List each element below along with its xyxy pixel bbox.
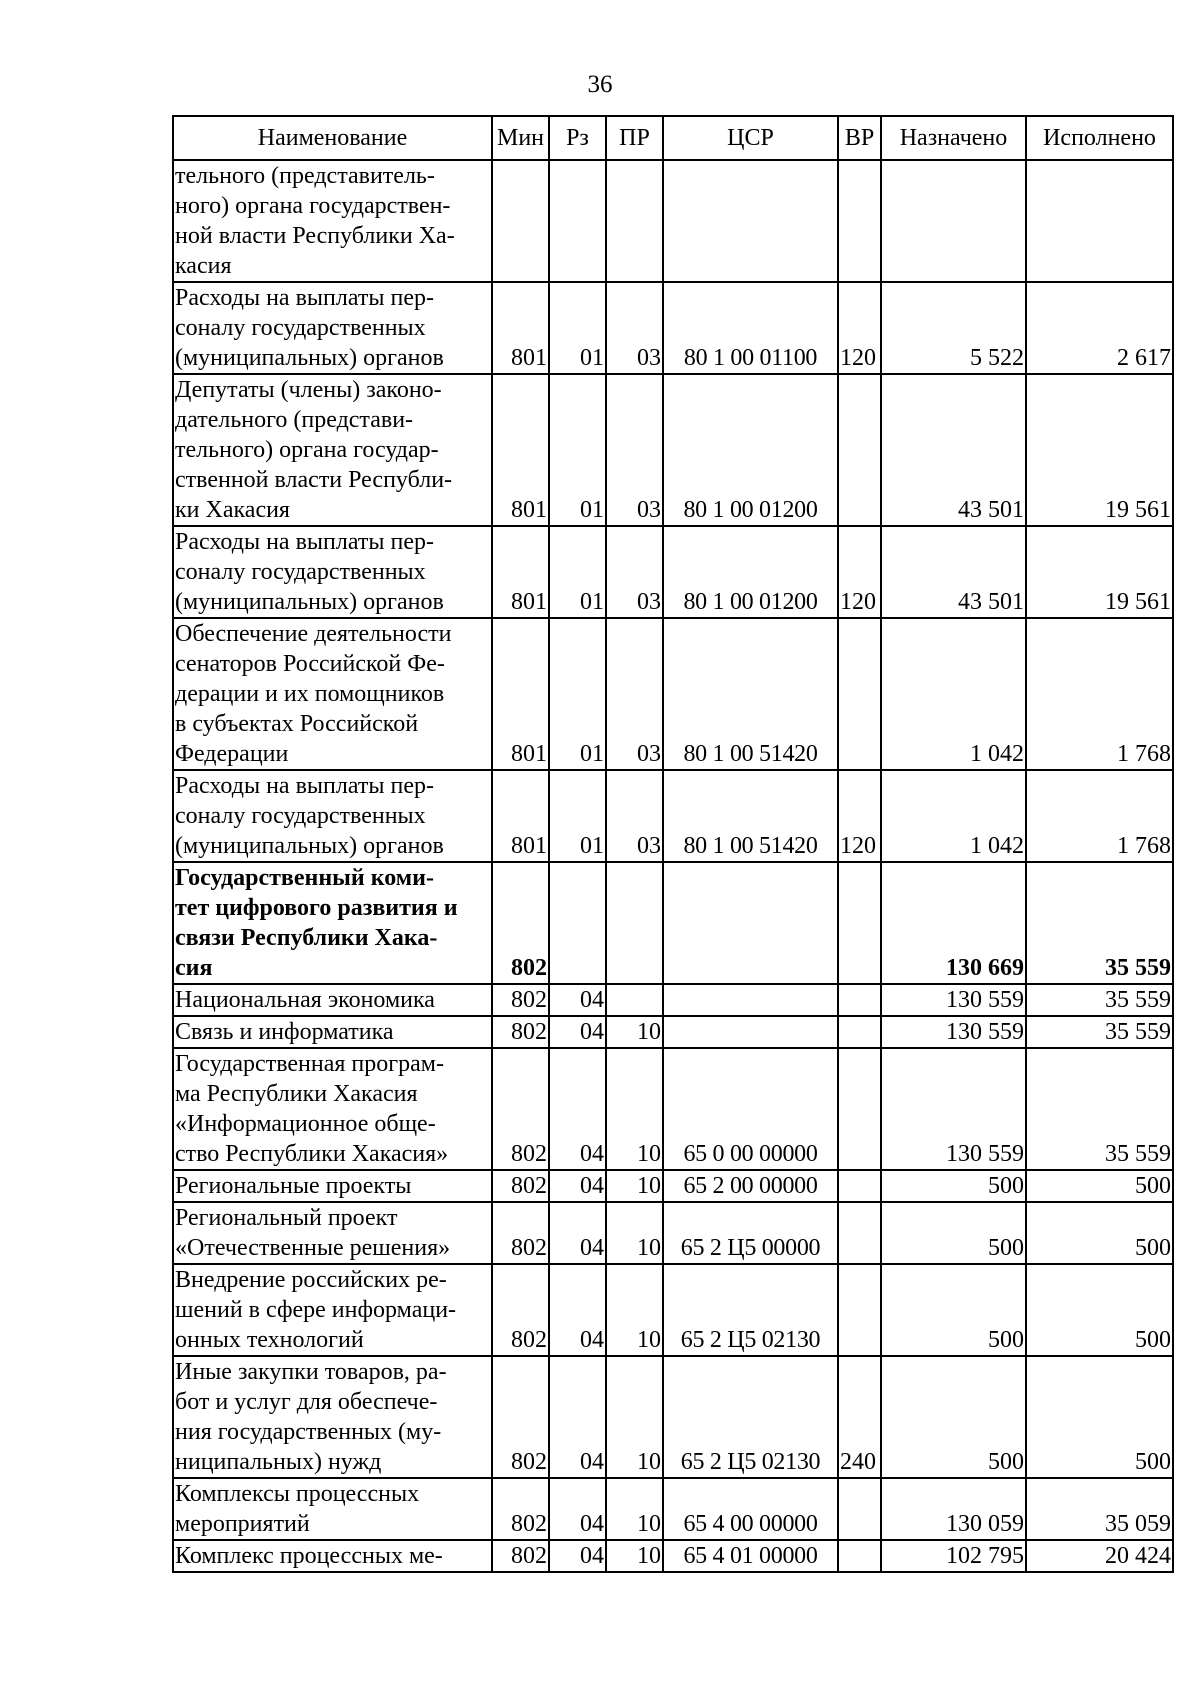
cell-name-line: мероприятий bbox=[175, 1511, 310, 1537]
cell-name-line: (муниципальных) органов bbox=[175, 833, 444, 859]
cell-name bbox=[173, 160, 492, 282]
cell-min: 801 bbox=[492, 374, 549, 526]
cell-assigned: 102 795 bbox=[881, 1540, 1026, 1572]
cell-min: 801 bbox=[492, 618, 549, 770]
cell-pr: 03 bbox=[606, 770, 663, 862]
cell-name bbox=[173, 618, 492, 770]
cell-name bbox=[173, 1540, 492, 1572]
cell-executed: 500 bbox=[1026, 1202, 1173, 1264]
table-row bbox=[173, 1356, 1173, 1478]
cell-vr: 120 bbox=[838, 282, 881, 374]
cell-csr: 65 2 Ц5 02130 bbox=[663, 1264, 838, 1356]
cell-assigned: 43 501 bbox=[881, 526, 1026, 618]
cell-csr: 80 1 00 01200 bbox=[663, 374, 838, 526]
cell-vr bbox=[838, 1478, 881, 1540]
cell-name-line: Государственная програм- bbox=[175, 1051, 444, 1077]
cell-name bbox=[173, 984, 492, 1016]
cell-min: 802 bbox=[492, 862, 549, 984]
cell-name-line: шений в сфере информаци- bbox=[175, 1297, 457, 1323]
cell-name-line: тет цифрового развития и bbox=[175, 895, 458, 921]
cell-rz: 04 bbox=[549, 1264, 606, 1356]
cell-assigned: 1 042 bbox=[881, 770, 1026, 862]
cell-name-line: Федерации bbox=[175, 741, 289, 767]
cell-executed: 35 059 bbox=[1026, 1478, 1173, 1540]
table-row bbox=[173, 160, 1173, 282]
cell-name-line: Государственный коми- bbox=[175, 865, 434, 891]
cell-name-line: Обеспечение деятельности bbox=[175, 621, 452, 647]
header-rz: Рз bbox=[549, 116, 606, 160]
cell-executed: 1 768 bbox=[1026, 770, 1173, 862]
cell-name-line: Депутаты (члены) законо- bbox=[175, 377, 442, 403]
header-pr: ПР bbox=[606, 116, 663, 160]
cell-name-line: сенаторов Российской Фе- bbox=[175, 651, 445, 677]
cell-pr: 03 bbox=[606, 618, 663, 770]
cell-name-line: дерации и их помощников bbox=[175, 681, 445, 707]
cell-min: 802 bbox=[492, 1540, 549, 1572]
cell-name-line: ки Хакасия bbox=[175, 497, 290, 523]
cell-pr: 10 bbox=[606, 1170, 663, 1202]
cell-rz: 04 bbox=[549, 1356, 606, 1478]
cell-name-line: дательного (представи- bbox=[175, 407, 414, 433]
cell-csr: 65 4 00 00000 bbox=[663, 1478, 838, 1540]
cell-assigned: 130 059 bbox=[881, 1478, 1026, 1540]
cell-vr bbox=[838, 1016, 881, 1048]
cell-name bbox=[173, 1264, 492, 1356]
cell-pr: 10 bbox=[606, 1478, 663, 1540]
cell-name bbox=[173, 1356, 492, 1478]
table-header-row bbox=[173, 116, 1173, 160]
cell-vr bbox=[838, 1264, 881, 1356]
cell-name-line: соналу государственных bbox=[175, 559, 426, 585]
table-row bbox=[173, 1264, 1173, 1356]
cell-name-line: Региональные проекты bbox=[175, 1173, 412, 1199]
cell-rz: 01 bbox=[549, 526, 606, 618]
cell-min: 802 bbox=[492, 1356, 549, 1478]
cell-pr: 10 bbox=[606, 1540, 663, 1572]
cell-assigned: 130 559 bbox=[881, 1016, 1026, 1048]
cell-name-line: ство Республики Хакасия» bbox=[175, 1141, 449, 1167]
cell-name-line: касия bbox=[175, 253, 232, 279]
cell-pr: 03 bbox=[606, 282, 663, 374]
cell-name-line: связи Республики Хака- bbox=[175, 925, 438, 951]
cell-name bbox=[173, 1048, 492, 1170]
cell-min: 802 bbox=[492, 1170, 549, 1202]
cell-executed: 35 559 bbox=[1026, 1048, 1173, 1170]
cell-executed: 1 768 bbox=[1026, 618, 1173, 770]
cell-name-line: Расходы на выплаты пер- bbox=[175, 773, 434, 799]
cell-name-line: Расходы на выплаты пер- bbox=[175, 529, 434, 555]
cell-pr: 10 bbox=[606, 1264, 663, 1356]
cell-min: 801 bbox=[492, 526, 549, 618]
cell-pr: 10 bbox=[606, 1048, 663, 1170]
cell-rz: 01 bbox=[549, 618, 606, 770]
cell-vr bbox=[838, 862, 881, 984]
cell-csr bbox=[663, 160, 838, 282]
cell-min: 802 bbox=[492, 984, 549, 1016]
cell-executed: 35 559 bbox=[1026, 984, 1173, 1016]
table-row bbox=[173, 526, 1173, 618]
cell-name-line: ния государственных (му- bbox=[175, 1419, 442, 1445]
cell-name-line: Расходы на выплаты пер- bbox=[175, 285, 434, 311]
cell-name bbox=[173, 770, 492, 862]
cell-csr: 65 2 Ц5 02130 bbox=[663, 1356, 838, 1478]
table-row bbox=[173, 1170, 1173, 1202]
table-row bbox=[173, 770, 1173, 862]
cell-assigned: 500 bbox=[881, 1356, 1026, 1478]
cell-name-line: сия bbox=[175, 955, 213, 981]
cell-rz: 01 bbox=[549, 770, 606, 862]
cell-rz: 01 bbox=[549, 374, 606, 526]
cell-min: 801 bbox=[492, 770, 549, 862]
cell-executed: 500 bbox=[1026, 1356, 1173, 1478]
table-row bbox=[173, 374, 1173, 526]
cell-min: 802 bbox=[492, 1478, 549, 1540]
cell-assigned: 500 bbox=[881, 1170, 1026, 1202]
cell-csr bbox=[663, 862, 838, 984]
cell-name bbox=[173, 282, 492, 374]
cell-vr: 120 bbox=[838, 526, 881, 618]
cell-vr bbox=[838, 618, 881, 770]
cell-executed: 2 617 bbox=[1026, 282, 1173, 374]
cell-name-line: тельного) органа государ- bbox=[175, 437, 439, 463]
cell-executed: 20 424 bbox=[1026, 1540, 1173, 1572]
cell-vr: 240 bbox=[838, 1356, 881, 1478]
cell-name bbox=[173, 1016, 492, 1048]
header-assigned: Назначено bbox=[881, 116, 1026, 160]
table-row bbox=[173, 1478, 1173, 1540]
cell-name-line: «Отечественные решения» bbox=[175, 1235, 451, 1261]
cell-rz: 04 bbox=[549, 1048, 606, 1170]
cell-rz bbox=[549, 862, 606, 984]
cell-name-line: ного) органа государствен- bbox=[175, 193, 451, 219]
cell-pr: 10 bbox=[606, 1356, 663, 1478]
cell-rz bbox=[549, 160, 606, 282]
cell-assigned: 500 bbox=[881, 1264, 1026, 1356]
cell-pr: 03 bbox=[606, 374, 663, 526]
cell-executed: 500 bbox=[1026, 1170, 1173, 1202]
cell-assigned: 130 669 bbox=[881, 862, 1026, 984]
table-row bbox=[173, 984, 1173, 1016]
cell-name-line: Комплексы процессных bbox=[175, 1481, 420, 1507]
cell-executed bbox=[1026, 160, 1173, 282]
cell-vr bbox=[838, 1540, 881, 1572]
cell-name-line: ниципальных) нужд bbox=[175, 1449, 382, 1475]
cell-rz: 04 bbox=[549, 1170, 606, 1202]
cell-pr bbox=[606, 160, 663, 282]
cell-name bbox=[173, 1170, 492, 1202]
cell-pr: 03 bbox=[606, 526, 663, 618]
cell-name bbox=[173, 1202, 492, 1264]
table-row bbox=[173, 1540, 1173, 1572]
cell-rz: 04 bbox=[549, 1016, 606, 1048]
cell-csr: 65 4 01 00000 bbox=[663, 1540, 838, 1572]
cell-rz: 01 bbox=[549, 282, 606, 374]
cell-min: 802 bbox=[492, 1264, 549, 1356]
table-body bbox=[173, 160, 1173, 1572]
cell-csr bbox=[663, 984, 838, 1016]
table-row bbox=[173, 862, 1173, 984]
cell-name-line: Внедрение российских ре- bbox=[175, 1267, 447, 1293]
cell-pr bbox=[606, 862, 663, 984]
cell-csr: 65 2 Ц5 00000 bbox=[663, 1202, 838, 1264]
cell-assigned: 130 559 bbox=[881, 1048, 1026, 1170]
cell-name-line: Национальная экономика bbox=[175, 987, 435, 1013]
cell-name-line: тельного (представитель- bbox=[175, 163, 435, 189]
cell-csr bbox=[663, 1016, 838, 1048]
cell-name bbox=[173, 374, 492, 526]
cell-name-line: ной власти Республики Ха- bbox=[175, 223, 455, 249]
cell-name-line: Комплекс процессных ме- bbox=[175, 1543, 443, 1569]
cell-name-line: Региональный проект bbox=[175, 1205, 398, 1231]
cell-assigned: 1 042 bbox=[881, 618, 1026, 770]
cell-executed: 35 559 bbox=[1026, 1016, 1173, 1048]
cell-name-line: ственной власти Республи- bbox=[175, 467, 453, 493]
cell-vr bbox=[838, 160, 881, 282]
cell-executed: 35 559 bbox=[1026, 862, 1173, 984]
header-csr: ЦСР bbox=[663, 116, 838, 160]
page-number: 36 bbox=[587, 71, 613, 98]
cell-rz: 04 bbox=[549, 1202, 606, 1264]
cell-name-line: «Информационное обще- bbox=[175, 1111, 436, 1137]
cell-name-line: Иные закупки товаров, ра- bbox=[175, 1359, 447, 1385]
table-row bbox=[173, 1202, 1173, 1264]
cell-vr bbox=[838, 1202, 881, 1264]
header-executed: Исполнено bbox=[1026, 116, 1173, 160]
cell-csr: 65 2 00 00000 bbox=[663, 1170, 838, 1202]
table-row bbox=[173, 1048, 1173, 1170]
cell-csr: 80 1 00 01200 bbox=[663, 526, 838, 618]
table-row bbox=[173, 618, 1173, 770]
header-vr: ВР bbox=[838, 116, 881, 160]
cell-assigned: 500 bbox=[881, 1202, 1026, 1264]
cell-name-line: ма Республики Хакасия bbox=[175, 1081, 418, 1107]
cell-name-line: в субъектах Российской bbox=[175, 711, 419, 737]
cell-name bbox=[173, 862, 492, 984]
cell-rz: 04 bbox=[549, 984, 606, 1016]
table-row bbox=[173, 282, 1173, 374]
header-min: Мин bbox=[492, 116, 549, 160]
cell-executed: 19 561 bbox=[1026, 526, 1173, 618]
cell-name bbox=[173, 526, 492, 618]
cell-executed: 500 bbox=[1026, 1264, 1173, 1356]
cell-csr: 80 1 00 01100 bbox=[663, 282, 838, 374]
cell-name-line: онных технологий bbox=[175, 1327, 364, 1353]
cell-rz: 04 bbox=[549, 1540, 606, 1572]
header-name: Наименование bbox=[173, 116, 492, 160]
cell-min: 802 bbox=[492, 1016, 549, 1048]
cell-csr: 80 1 00 51420 bbox=[663, 618, 838, 770]
cell-assigned: 5 522 bbox=[881, 282, 1026, 374]
cell-min bbox=[492, 160, 549, 282]
cell-assigned: 43 501 bbox=[881, 374, 1026, 526]
cell-csr: 80 1 00 51420 bbox=[663, 770, 838, 862]
cell-name-line: Связь и информатика bbox=[175, 1019, 394, 1045]
cell-name-line: соналу государственных bbox=[175, 315, 426, 341]
cell-name-line: (муниципальных) органов bbox=[175, 345, 444, 371]
cell-assigned: 130 559 bbox=[881, 984, 1026, 1016]
cell-min: 802 bbox=[492, 1202, 549, 1264]
cell-min: 802 bbox=[492, 1048, 549, 1170]
cell-pr: 10 bbox=[606, 1202, 663, 1264]
budget-table bbox=[172, 115, 1174, 1573]
cell-vr bbox=[838, 374, 881, 526]
cell-name bbox=[173, 1478, 492, 1540]
cell-min: 801 bbox=[492, 282, 549, 374]
cell-vr bbox=[838, 1048, 881, 1170]
table-row bbox=[173, 1016, 1173, 1048]
cell-vr bbox=[838, 984, 881, 1016]
cell-pr: 10 bbox=[606, 1016, 663, 1048]
cell-rz: 04 bbox=[549, 1478, 606, 1540]
cell-name-line: (муниципальных) органов bbox=[175, 589, 444, 615]
cell-vr bbox=[838, 1170, 881, 1202]
cell-vr: 120 bbox=[838, 770, 881, 862]
cell-assigned bbox=[881, 160, 1026, 282]
cell-name-line: бот и услуг для обеспече- bbox=[175, 1389, 438, 1415]
cell-pr bbox=[606, 984, 663, 1016]
cell-name-line: соналу государственных bbox=[175, 803, 426, 829]
cell-csr: 65 0 00 00000 bbox=[663, 1048, 838, 1170]
cell-executed: 19 561 bbox=[1026, 374, 1173, 526]
